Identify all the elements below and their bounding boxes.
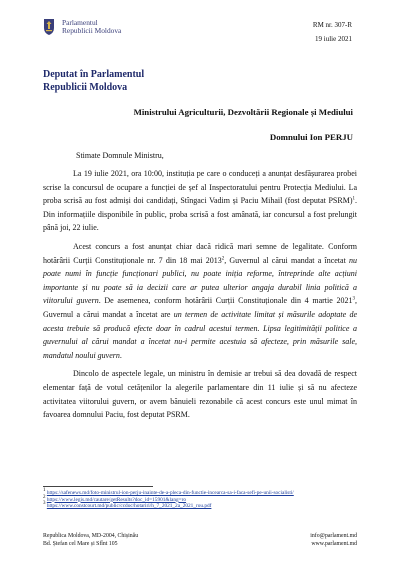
footnote-divider <box>43 486 153 487</box>
footer-website[interactable]: www.parlament.md <box>311 540 357 547</box>
footnote-ref-2: 2 <box>221 255 225 261</box>
paragraph-1-text-b: . Din informațiile disponibile în public, proba scrisă a fost amânată, iar concursul a fost prelungit până joi, 22 iulie. <box>43 196 357 233</box>
footer-address <box>43 533 138 548</box>
footer-email[interactable]: info@parlament.md <box>310 533 357 539</box>
paragraph-2-italic-2: un termen de activitate limitat și măsurile adoptate de acesta trebuie să producă efecte doar în cadrul acestui termen. Lipsa legitimității politice a guvernului al cărui mandat a încetat nu-i permite acestuia să afecteze, prin măsurile sale, mandatul noului guvern <box>43 309 357 360</box>
paragraph-2 <box>43 240 357 362</box>
letter-footer <box>43 533 357 548</box>
salutation: Stimate Domnule Ministru, <box>76 151 164 160</box>
addressee-block <box>53 107 353 143</box>
footer-address-line1: Republica Moldova, MD-2004, Chișinău <box>43 533 139 539</box>
sender-title-line2: Republicii Moldova <box>43 81 128 93</box>
reference-number: RM nr. 307-R <box>312 21 352 29</box>
footnote-3-link[interactable]: https://www.constcourt.md/public/ccdoc/hotariri/h_7_2021_2a_2021_rou.pdf <box>46 503 212 510</box>
footer-address-line2: Bd. Ștefan cel Mare și Sfînt 105 <box>43 540 118 547</box>
parliament-name <box>62 19 121 35</box>
footnote-ref-3: 3 <box>352 296 356 302</box>
footnote-2-number: 2 <box>43 494 46 500</box>
paragraph-1 <box>43 167 357 235</box>
paragraph-2-text-a: Acest concurs a fost anunțat chiar dacă ridică mari semne de legalitate. Conform hotărârii Curții Constituționale nr. 7 din 18 mai 2013 <box>43 241 357 265</box>
parliament-name-line1: Parlamentul <box>62 17 98 27</box>
letter-body <box>43 167 357 422</box>
footnote-1-link[interactable]: https://safenews.md/foto-ministrul-ion-perju-inainte-de-a-pleca-din-functie-incearca-sa-i-faca-sefi-pe-unii-socialisti/ <box>46 490 294 496</box>
reference-block <box>313 18 352 46</box>
footnote-1-number: 1 <box>43 488 46 494</box>
footnote-ref-1: 1 <box>352 196 355 202</box>
footnote-3-number: 3 <box>43 501 46 507</box>
moldova-crest-icon <box>42 18 56 36</box>
paragraph-2-italic-1: nu poate numi în funcție funcționari publici, nu poate iniția reforme, întreprinde alte acțiuni importante și nu poate să ia decizii care ar putea ulterior angaja durabil linia politică a viitorului guvern <box>43 255 357 306</box>
paragraph-1-text-a: La 19 iulie 2021, ora 10:00, instituția pe care o conduceți a anunțat desfășurarea probei scrise la concursul de ocupare a funcției de șef al Inspectoratului pentru Protecția Mediului. La proba scrisă au fost admiși doi candidați, Stîngaci Vadim și Paciu Mihail (fost deputat PSRM) <box>43 169 357 206</box>
footnote-3 <box>43 503 357 510</box>
sender-title-line1: Deputat în Parlamentul <box>43 69 145 80</box>
paragraph-2-text-d: , Guvernul a cărui mandat a încetat are <box>43 296 358 319</box>
addressee-institution: Ministrului Agriculturii, Dezvoltării Regionale și Mediului <box>133 107 353 117</box>
paragraph-2-text-c: . De asemenea, conform hotărârii Curții Constituționale din 4 martie 2021 <box>98 296 353 306</box>
sender-title <box>43 69 144 94</box>
parliament-name-line2: Republicii Moldova <box>62 26 122 35</box>
reference-date: 19 iulie 2021 <box>315 35 352 43</box>
paragraph-3: Dincolo de aspectele legale, un ministru în demisie ar trebui să dea dovadă de respect elementar față de votul cetățenilor la alegerile parlamentare din 11 iulie și să nu afecteze activitatea viitorului guvern, or avem bănuieli rezonabile că acest concurs este unul mimat în favoarea domnului Paciu, fost deputat PSRM. <box>43 369 357 420</box>
footer-contact <box>310 533 357 548</box>
parliament-logo-block <box>42 18 121 36</box>
addressee-person: Domnului Ion PERJU <box>269 132 353 142</box>
footnote-2-link[interactable]: https://www.legis.md/cautare/getResults?doc_id=15901&lang=ro <box>46 496 187 503</box>
footnotes <box>43 486 357 510</box>
paragraph-2-text-b: , Guvernul al cărui mandat a încetat <box>224 255 349 265</box>
paragraph-2-text-e: . <box>119 350 122 360</box>
footnote-1 <box>43 490 357 497</box>
